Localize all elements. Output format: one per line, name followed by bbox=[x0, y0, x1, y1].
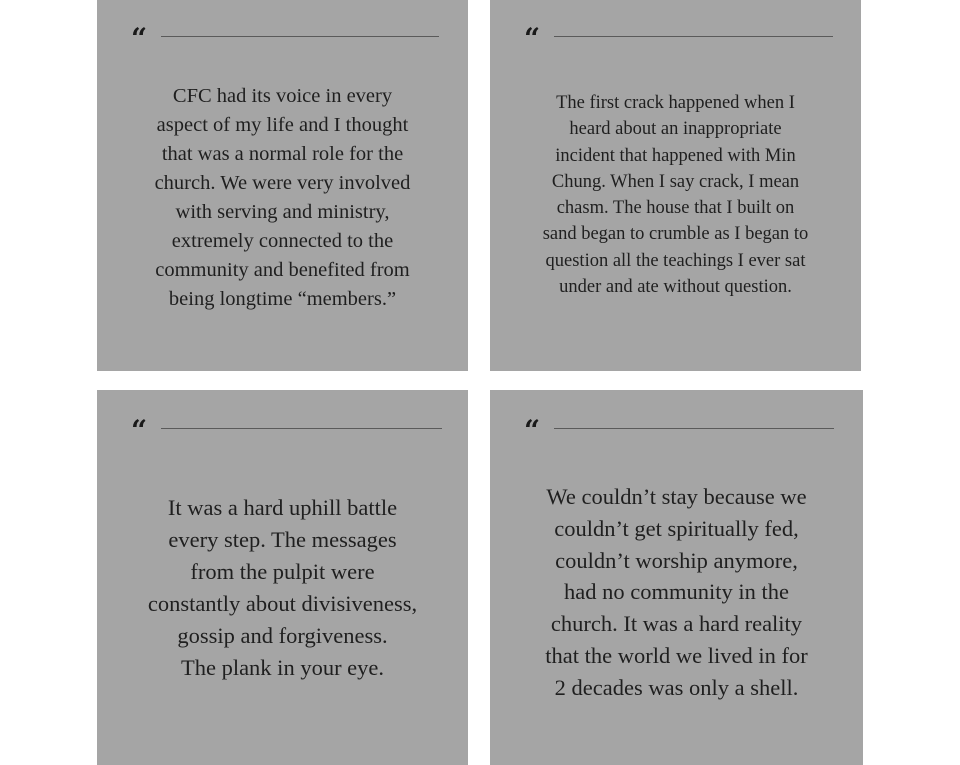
divider-line bbox=[161, 36, 439, 37]
quote-text: We couldn’t stay because we couldn’t get spiritually fed, couldn’t worship anymore, had no community in the church. It was a hard reality that the world we lived in for 2 decades was only a shell. bbox=[545, 484, 808, 700]
quote-mark-icon: “ bbox=[131, 22, 148, 55]
quote-mark-icon: “ bbox=[524, 22, 541, 55]
quote-card-4 bbox=[490, 390, 863, 765]
quote-text: CFC had its voice in every aspect of my life and I thought that was a normal role for the church. We were very involved with serving and ministry, extremely connected to the community and benefited from being longtime “members.” bbox=[154, 85, 411, 310]
quote-card-3 bbox=[97, 390, 468, 765]
divider-line bbox=[554, 428, 834, 429]
quote-mark-icon: “ bbox=[131, 414, 148, 447]
quote-text: The first crack happened when I heard about an inappropriate incident that happened with Min Chung. When I say crack, I mean chasm. The house that I built on sand began to crumble as I began to question all the teachings I ever sat under and ate without question. bbox=[542, 93, 809, 298]
quote-card-1 bbox=[97, 0, 468, 371]
divider-line bbox=[554, 36, 833, 37]
divider-line bbox=[161, 428, 442, 429]
quote-card-2 bbox=[490, 0, 861, 371]
quote-mark-icon: “ bbox=[524, 414, 541, 447]
quote-text: It was a hard uphill battle every step. The messages from the pulpit were constantly about divisiveness, gossip and forgiveness. The plank in your eye. bbox=[147, 495, 418, 680]
